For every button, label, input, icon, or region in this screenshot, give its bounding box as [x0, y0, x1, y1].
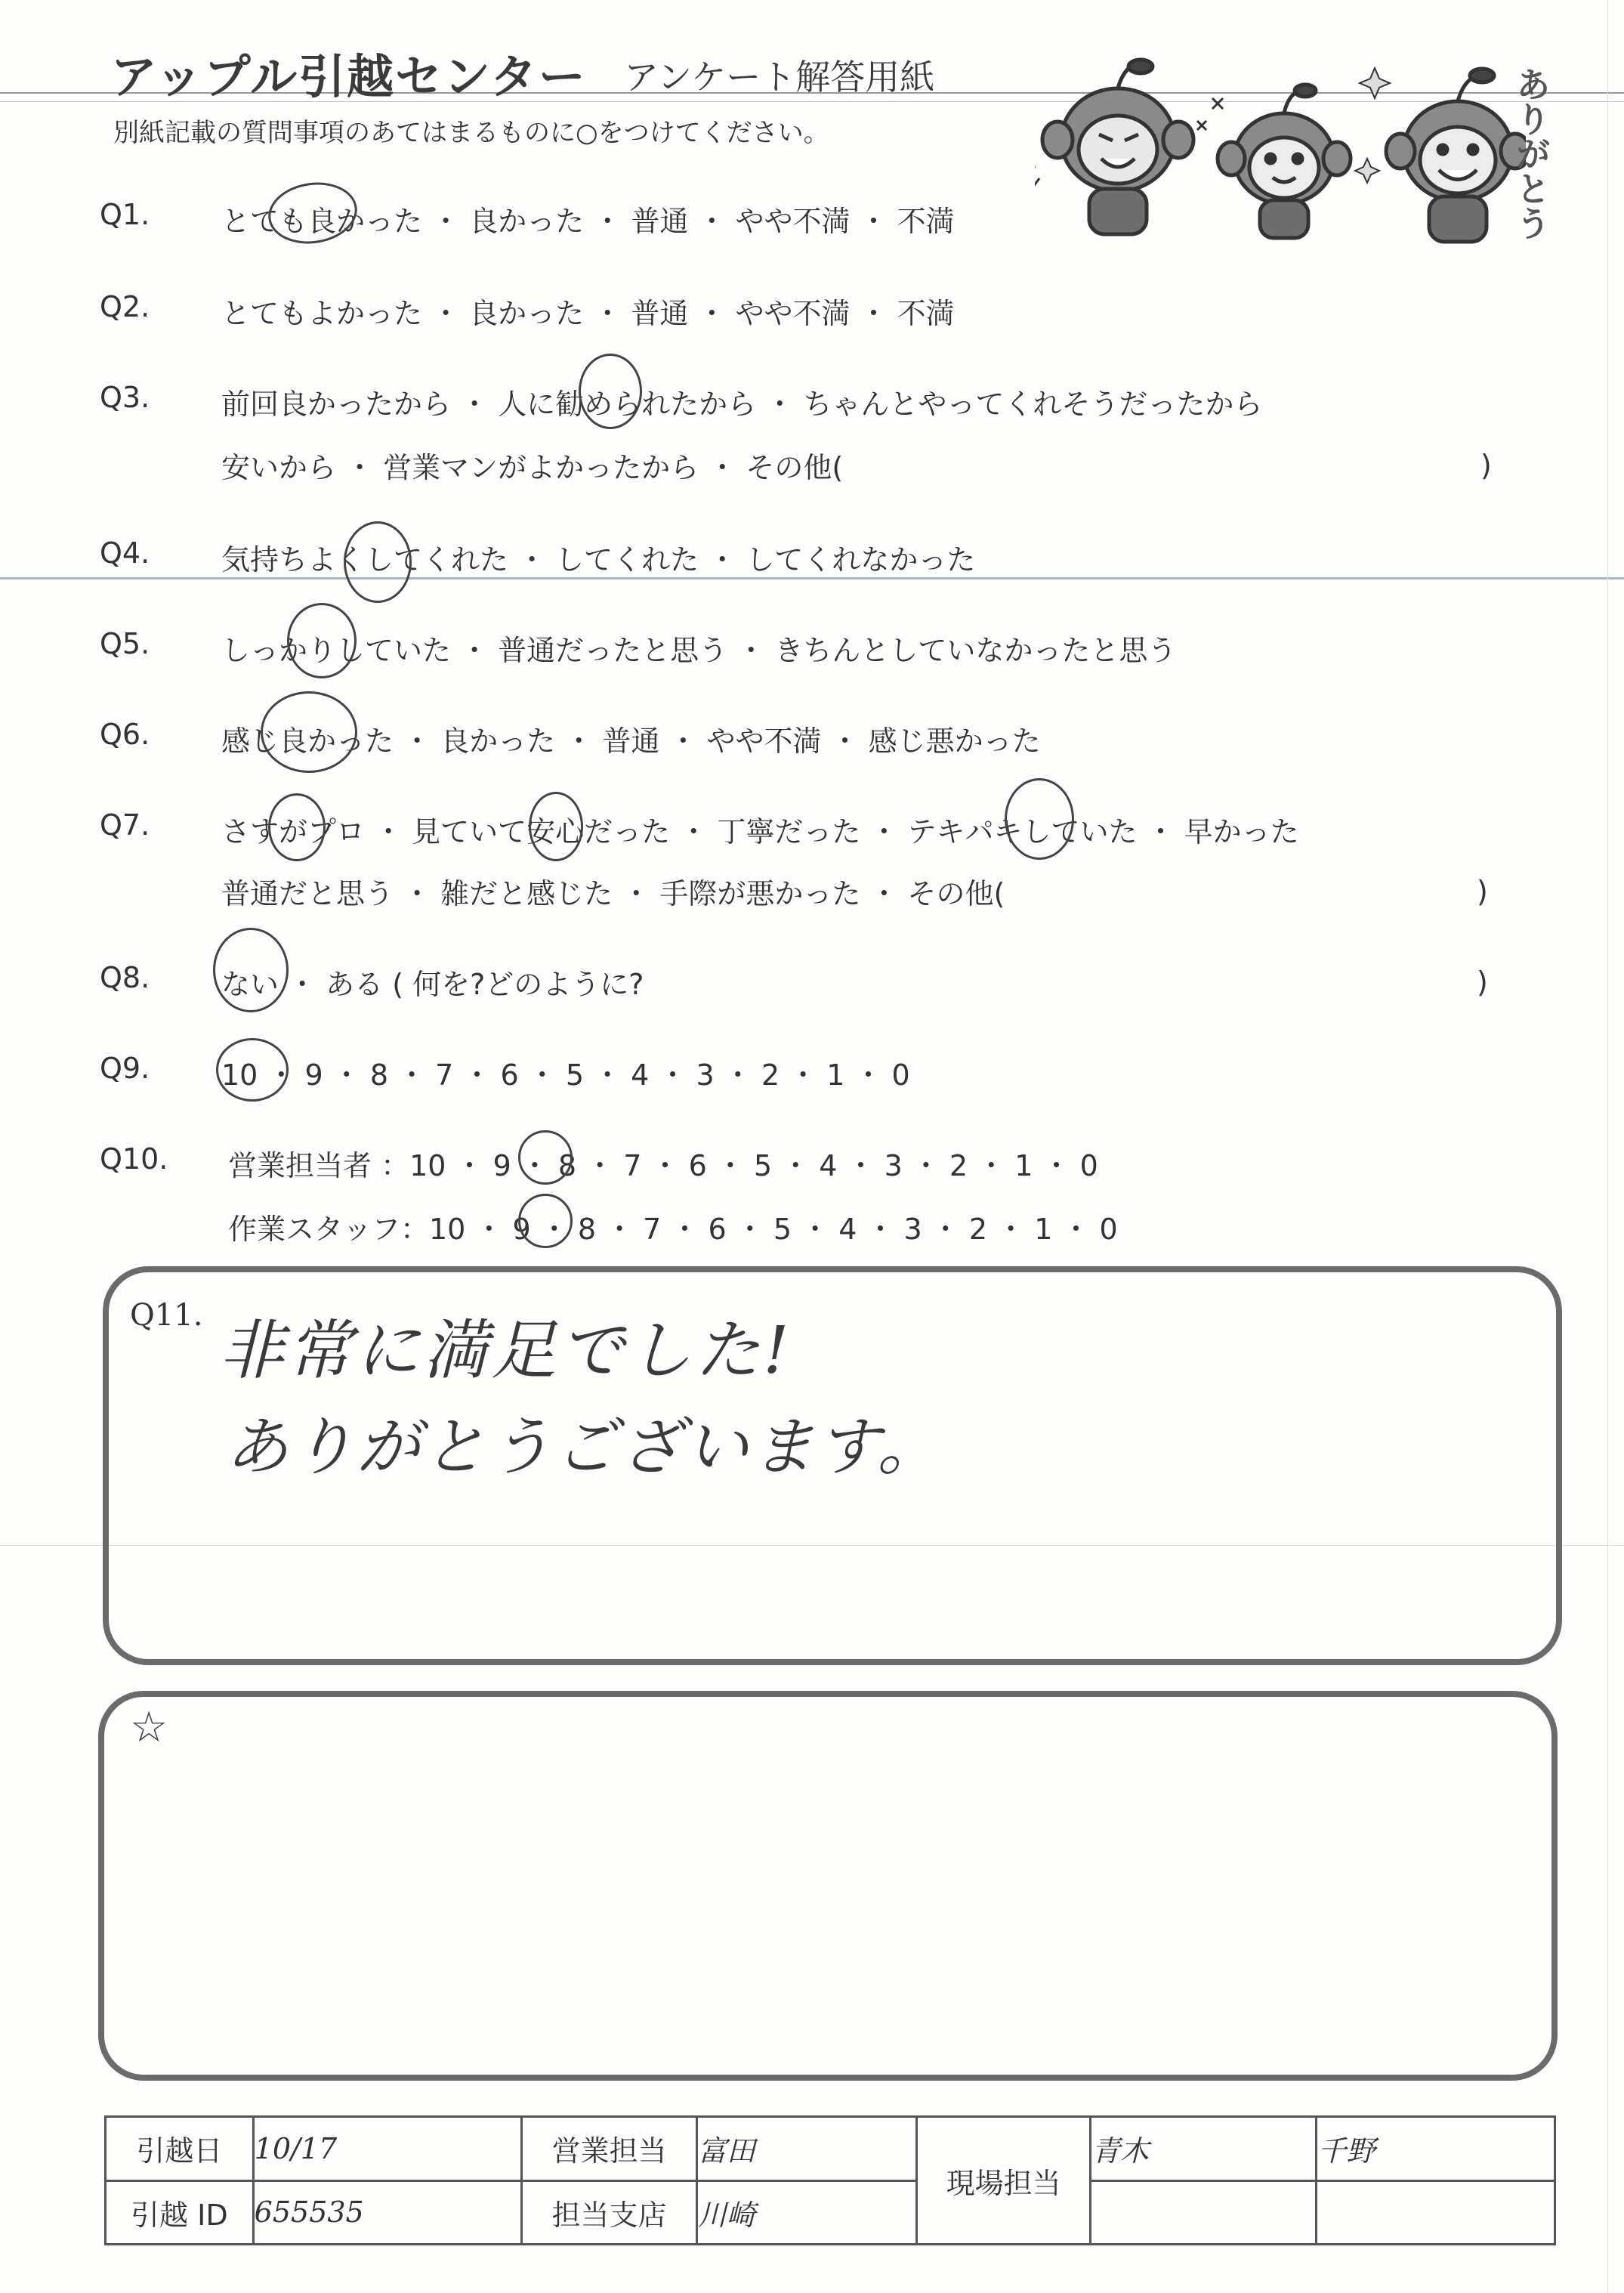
sales-rep-value: 富田	[696, 2117, 917, 2181]
onsite-value-1: 青木	[1090, 2117, 1317, 2181]
onsite-label: 現場担当	[917, 2117, 1091, 2245]
q9-answer-circle	[216, 1038, 289, 1102]
q7-options-line2: 普通だと思う ・ 雑だと感じた ・ 手際が悪かった ・ その他(	[221, 877, 1005, 910]
company-title: アップル引越センター	[110, 49, 587, 104]
monkey-mascots-illustration	[1035, 45, 1526, 249]
q6-label: Q6.	[100, 718, 150, 751]
footer-info-table	[104, 2115, 1556, 2245]
monkey-right-icon	[1355, 68, 1526, 242]
q5-label: Q5.	[100, 627, 150, 660]
q2-options: とてもよかった ・ 良かった ・ 普通 ・ やや不満 ・ 不満	[221, 297, 955, 330]
branch-value: 川崎	[696, 2180, 917, 2245]
q3-options-line1: 前回良かったから ・ 人に勧められたから ・ ちゃんとやってくれそうだったから	[221, 388, 1263, 421]
scan-edge-line	[1607, 0, 1608, 2293]
move-id-value: 655535	[253, 2180, 522, 2245]
q1-options: とても良かった ・ 良かった ・ 普通 ・ やや不満 ・ 不満	[221, 205, 955, 238]
q3-paren-close: )	[1480, 449, 1492, 482]
q9-options: 10 ・ 9 ・ 8 ・ 7 ・ 6 ・ 5 ・ 4 ・ 3 ・ 2 ・ 1 ・ 0	[221, 1058, 910, 1092]
q11-handwritten-line1: 非常に満足でした!	[219, 1313, 792, 1389]
q11-label: Q11.	[130, 1298, 203, 1333]
q3-options-line2: 安いから ・ 営業マンがよかったから ・ その他(	[221, 451, 844, 484]
q4-label: Q4.	[100, 536, 150, 570]
q10-sales-rep-options: 営業担当者 ：10 ・ 9 ・ 8 ・ 7 ・ 6 ・ 5 ・ 4 ・ 3 ・ 2 ・ 1 ・ 0	[228, 1149, 1098, 1182]
sales-rep-label: 営業担当	[522, 2117, 697, 2181]
q6-answer-circle	[261, 691, 357, 773]
move-date-label: 引越日	[106, 2117, 254, 2181]
q10-sales-rep-circle	[518, 1130, 573, 1185]
move-date-value: 10/17	[253, 2117, 522, 2181]
q11-handwritten-line2: ありがとうございます。	[225, 1410, 943, 1484]
q4-answer-circle	[344, 521, 412, 603]
q2-label: Q2.	[100, 290, 150, 323]
q5-answer-circle	[287, 603, 357, 678]
onsite-value-2: 千野	[1317, 2117, 1555, 2181]
instruction-text: 別紙記載の質問事項のあてはまるものに○をつけてください。	[113, 118, 829, 148]
branch-label: 担当支店	[522, 2180, 697, 2245]
q5-options: しっかりしていた ・ 普通だったと思う ・ きちんとしていなかったと思う	[221, 634, 1177, 667]
q10-staff-options: 作業スタッフ：10 ・ 9 ・ 8 ・ 7 ・ 6 ・ 5 ・ 4 ・ 3 ・ 2 ・ 1 ・ 0	[228, 1213, 1118, 1246]
q10-staff-circle	[518, 1194, 573, 1248]
form-title: アンケート解答用紙	[624, 57, 935, 97]
thanks-vertical-text: ありがとう	[1511, 66, 1551, 240]
star-icon: ☆	[130, 1703, 168, 1752]
q7-answer-circle-3	[1005, 778, 1074, 860]
q7-answer-circle-1	[268, 793, 326, 861]
q7-answer-circle-2	[529, 792, 583, 861]
q8-label: Q8.	[100, 961, 150, 994]
q10-label: Q10.	[100, 1142, 168, 1176]
onsite-empty-2	[1317, 2180, 1555, 2245]
q6-options: 感じ良かった ・ 良かった ・ 普通 ・ やや不満 ・ 感じ悪かった	[221, 725, 1041, 758]
q9-label: Q9.	[100, 1052, 150, 1085]
monkey-left-icon	[1035, 60, 1193, 234]
q3-answer-circle	[579, 354, 642, 429]
monkey-middle-icon	[1197, 85, 1351, 238]
move-id-label: 引越 ID	[106, 2180, 254, 2245]
q8-paren-close: )	[1477, 966, 1488, 999]
q7-label: Q7.	[100, 808, 150, 842]
q3-label: Q3.	[100, 381, 150, 414]
q7-paren-close: )	[1477, 875, 1488, 908]
q1-label: Q1.	[100, 198, 150, 231]
q8-options: ない ・ ある ( 何を?どのように?	[221, 968, 644, 1001]
q8-answer-circle	[213, 928, 289, 1012]
q4-options: 気持ちよくしてくれた ・ してくれた ・ してくれなかった	[221, 543, 976, 576]
notes-box	[98, 1691, 1558, 2081]
q7-options-line1: さすがプロ ・ 見ていて安心だった ・ 丁寧だった ・ テキパキしていた ・ 早かった	[221, 815, 1299, 848]
onsite-empty-1	[1090, 2180, 1317, 2245]
